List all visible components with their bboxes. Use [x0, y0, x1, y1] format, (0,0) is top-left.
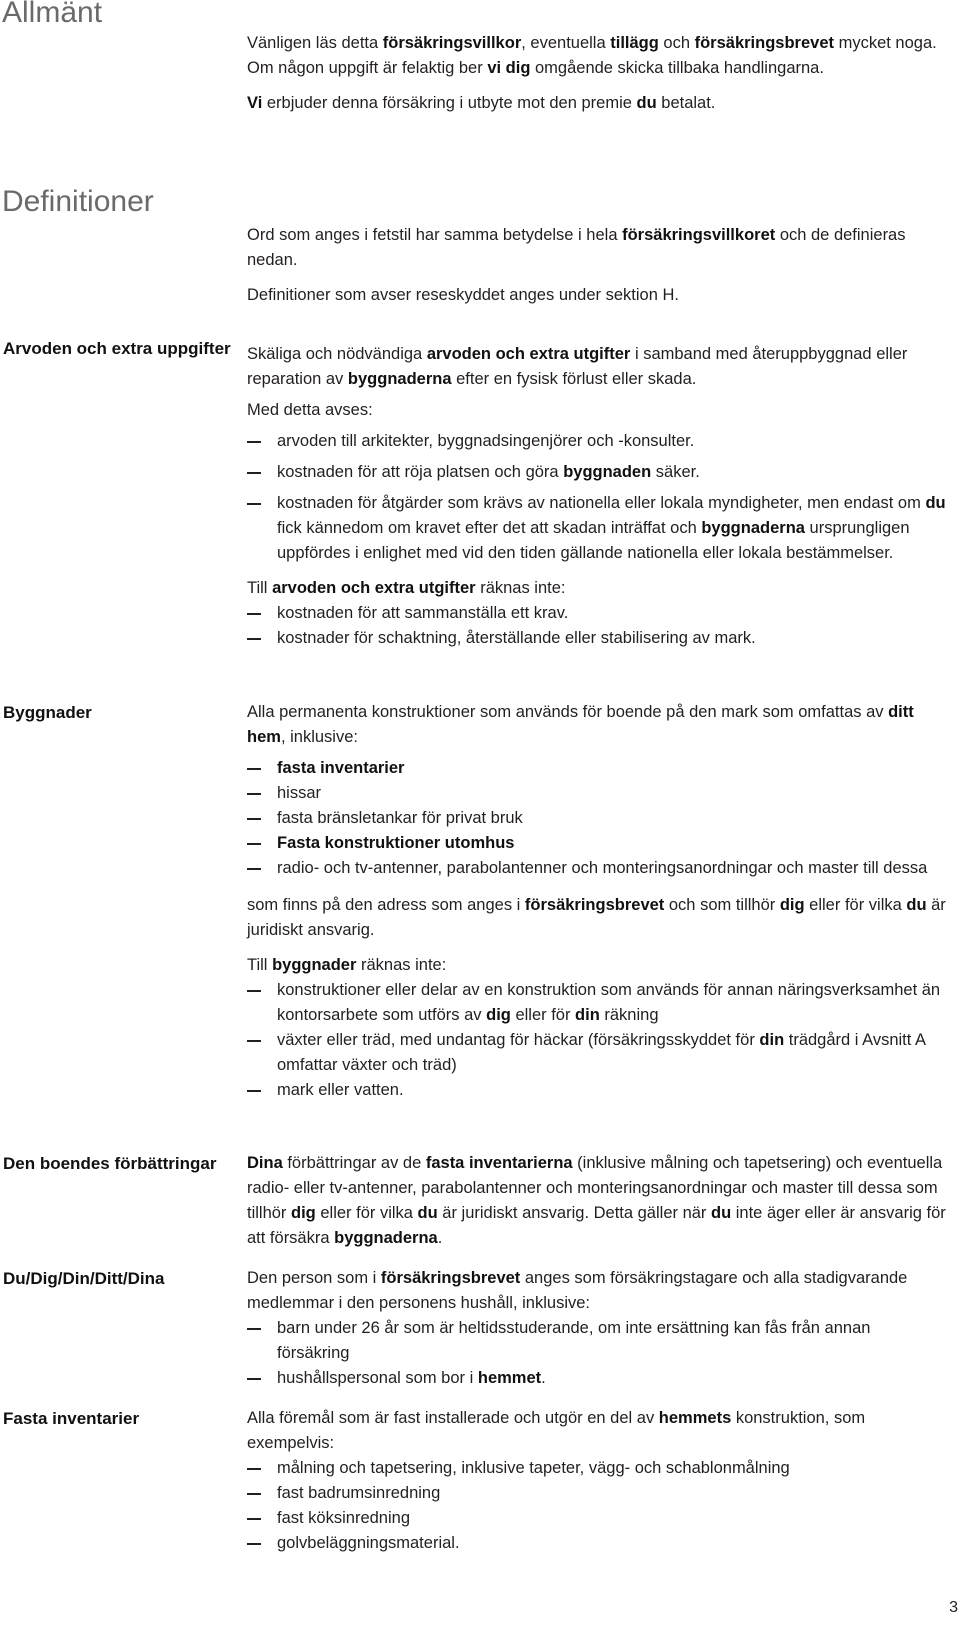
definition-arvoden — [247, 342, 947, 651]
list-item: golvbeläggningsmaterial. — [247, 1531, 947, 1556]
definition-byggnader — [247, 700, 947, 1103]
list-item: kostnaden för att röja platsen och göra byggnaden säker. — [247, 460, 947, 485]
forbattringar-text: Dina förbättringar av de fasta inventarierna (inklusive målning och tapetsering) och eventuella radio- eller tv-antenner, parabolantenner och monteringsanordningar och master till dessa som tillhör dig eller för vilka du är juridiskt ansvarig. Detta gäller när du inte äger eller är ansvarig för att försäkra byggnaderna. — [247, 1154, 946, 1247]
heading-allmant: Allmänt — [2, 0, 103, 29]
term-byggnader: Byggnader — [3, 703, 92, 722]
definition-du — [247, 1266, 947, 1391]
list-item: fasta inventarier — [247, 756, 947, 781]
list-item: arvoden till arkitekter, byggnadsingenjörer och -konsulter. — [247, 429, 947, 454]
list-item: kostnaden för att sammanställa ett krav. — [247, 601, 947, 626]
du-intro: Den person som i försäkringsbrevet anges som försäkringstagare och alla stadigvarande medlemmar i den personens hushåll, inklusive: — [247, 1269, 908, 1312]
allmant-paragraph-1: Vänligen läs detta försäkringsvillkor, eventuella tillägg och försäkringsbrevet mycket noga. Om någon uppgift är felaktig ber vi dig omgående skicka tillbaka handlingarna. — [247, 34, 937, 77]
byggnader-intro: Alla permanenta konstruktioner som används för boende på den mark som omfattas av ditt hem, inklusive: — [247, 703, 914, 746]
definitioner-paragraph-2: Definitioner som avser reseskyddet anges under sektion H. — [247, 286, 679, 304]
definition-fasta-inventarier — [247, 1406, 947, 1556]
term-du: Du/Dig/Din/Ditt/Dina — [3, 1269, 165, 1288]
byggnader-exclusion-lead: Till byggnader räknas inte: — [247, 956, 447, 974]
arvoden-list — [247, 429, 947, 566]
definitioner-body — [247, 223, 947, 308]
definition-forbattringar — [247, 1151, 947, 1251]
allmant-paragraph-2: Vi erbjuder denna försäkring i utbyte mot den premie du betalat. — [247, 94, 716, 112]
arvoden-intro: Skäliga och nödvändiga arvoden och extra utgifter i samband med återuppbyggnad eller reparation av byggnaderna efter en fysisk förlust eller skada. — [247, 345, 908, 388]
list-item: radio- och tv-antenner, parabolantenner och monteringsanordningar och master till dessa — [247, 856, 947, 881]
list-item: målning och tapetsering, inklusive tapeter, vägg- och schablonmålning — [247, 1456, 947, 1481]
list-item: fast badrumsinredning — [247, 1481, 947, 1506]
list-item: fasta bränsletankar för privat bruk — [247, 806, 947, 831]
list-item: hushållspersonal som bor i hemmet. — [247, 1366, 947, 1391]
list-item: konstruktioner eller delar av en konstruktion som används för annan näringsverksamhet än kontorsarbete som utförs av dig eller för din räkning — [247, 978, 947, 1028]
byggnader-after: som finns på den adress som anges i försäkringsbrevet och som tillhör dig eller för vilka du är juridiskt ansvarig. — [247, 896, 946, 939]
list-item: barn under 26 år som är heltidsstuderande, om inte ersättning kan fås från annan försäkring — [247, 1316, 947, 1366]
list-item: mark eller vatten. — [247, 1078, 947, 1103]
page-number: 3 — [949, 1599, 958, 1616]
list-item: fast köksinredning — [247, 1506, 947, 1531]
allmant-body — [247, 31, 947, 116]
byggnader-list — [247, 756, 947, 881]
arvoden-exclusion-list — [247, 601, 947, 651]
term-fasta-inventarier: Fasta inventarier — [3, 1409, 140, 1428]
list-item: kostnaden för åtgärder som krävs av nationella eller lokala myndigheter, men endast om du fick kännedom om kravet efter det att skadan inträffat och byggnaderna ursprungligen uppfördes i enlighet med vid den tiden gällande nationella eller lokala bestämmelser. — [247, 491, 947, 566]
heading-definitioner: Definitioner — [2, 185, 154, 218]
term-arvoden: Arvoden och extra uppgifter — [3, 339, 231, 358]
term-forbattringar: Den boendes förbättringar — [3, 1154, 217, 1173]
inventarier-list — [247, 1456, 947, 1556]
inventarier-intro: Alla föremål som är fast installerade och utgör en del av hemmets konstruktion, som exempelvis: — [247, 1409, 866, 1452]
definitioner-paragraph-1: Ord som anges i fetstil har samma betydelse i hela försäkringsvillkoret och de definieras nedan. — [247, 226, 906, 269]
list-item: växter eller träd, med undantag för häckar (försäkringsskyddet för din trädgård i Avsnitt A omfattar växter och träd) — [247, 1028, 947, 1078]
du-list — [247, 1316, 947, 1391]
list-item: kostnader för schaktning, återställande eller stabilisering av mark. — [247, 626, 947, 651]
byggnader-exclusion-list — [247, 978, 947, 1103]
list-item: Fasta konstruktioner utomhus — [247, 831, 947, 856]
arvoden-lead: Med detta avses: — [247, 401, 373, 419]
list-item: hissar — [247, 781, 947, 806]
arvoden-exclusion-lead: Till arvoden och extra utgifter räknas inte: — [247, 579, 566, 597]
